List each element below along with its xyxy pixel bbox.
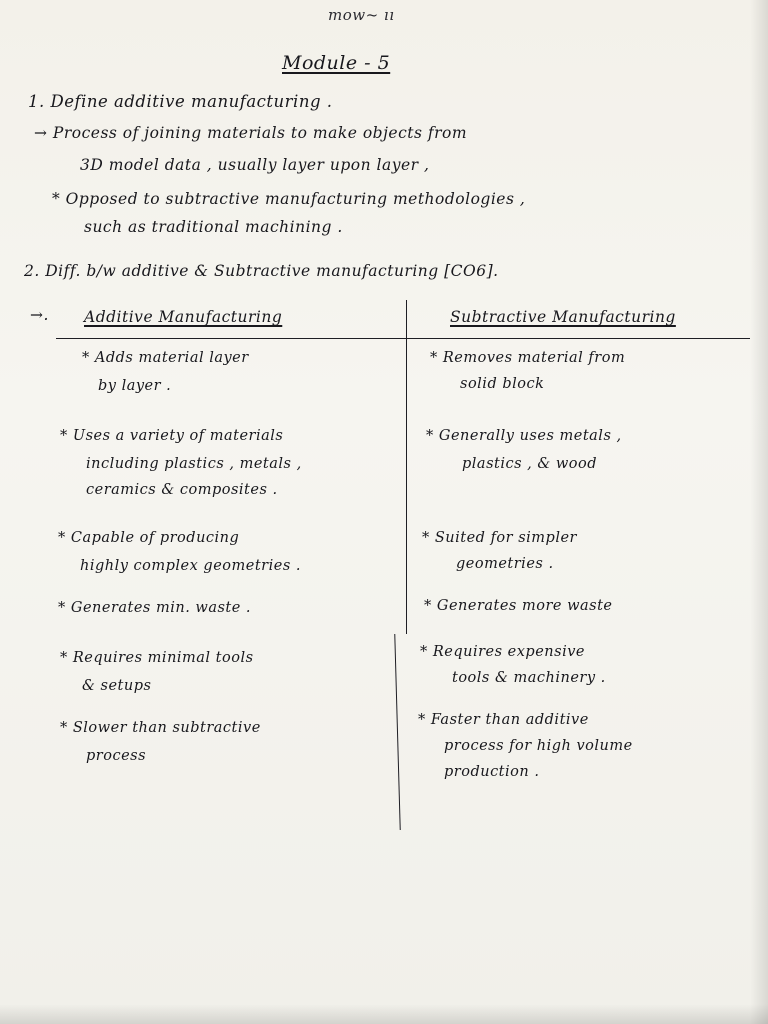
subtractive-point-3-line-2: geometries .: [456, 556, 554, 572]
additive-point-6-line-1: * Slower than subtractive: [60, 720, 261, 736]
table-divider-lower: [394, 634, 400, 830]
page-edge-shadow: [750, 0, 768, 1024]
table-divider-upper: [406, 300, 407, 634]
subtractive-point-5-line-1: * Requires expensive: [420, 644, 585, 660]
additive-point-1-line-2: by layer .: [98, 378, 172, 394]
answer-1-line-2: 3D model data , usually layer upon layer ,: [80, 156, 430, 174]
subtractive-point-4-line-1: * Generates more waste: [424, 598, 613, 614]
additive-point-5-line-2: & setups: [82, 678, 152, 694]
additive-point-3-line-2: highly complex geometries .: [80, 558, 301, 574]
additive-point-3-line-1: * Capable of producing: [58, 530, 240, 546]
subtractive-point-5-line-2: tools & machinery .: [452, 670, 606, 686]
subtractive-point-1-line-1: * Removes material from: [430, 350, 626, 366]
additive-point-2-line-3: ceramics & composites .: [86, 482, 278, 498]
table-heading-additive: Additive Manufacturing: [84, 308, 283, 326]
subtractive-point-6-line-3: production .: [444, 764, 540, 780]
subtractive-point-2-line-1: * Generally uses metals ,: [426, 428, 622, 444]
page-title: Module - 5: [282, 52, 391, 74]
subtractive-point-2-line-2: plastics , & wood: [462, 456, 598, 472]
additive-point-6-line-2: process: [86, 748, 147, 764]
additive-point-2-line-1: * Uses a variety of materials: [60, 428, 284, 444]
subtractive-point-3-line-1: * Suited for simpler: [422, 530, 577, 546]
answer-1-line-1: → Process of joining materials to make objects from: [34, 124, 468, 142]
question-1: 1. Define additive manufacturing .: [28, 92, 333, 111]
page-bottom-shadow: [0, 1004, 768, 1024]
table-header-rule: [56, 338, 750, 339]
answer-2-arrow: →.: [30, 306, 49, 324]
answer-1-bullet-line-1: * Opposed to subtractive manufacturing methodologies ,: [52, 190, 526, 208]
subtractive-point-6-line-2: process for high volume: [444, 738, 633, 754]
additive-point-4-line-1: * Generates min. waste .: [58, 600, 252, 616]
subtractive-point-1-line-2: solid block: [460, 376, 545, 392]
subtractive-point-6-line-1: * Faster than additive: [418, 712, 589, 728]
top-scribble: mow~ ıı: [328, 6, 395, 24]
additive-point-5-line-1: * Requires minimal tools: [60, 650, 254, 666]
answer-1-bullet-line-2: such as traditional machining .: [84, 218, 343, 236]
additive-point-2-line-2: including plastics , metals ,: [86, 456, 302, 472]
table-heading-subtractive: Subtractive Manufacturing: [450, 308, 676, 326]
question-2: 2. Diff. b/w additive & Subtractive manufacturing [CO6].: [24, 262, 499, 280]
additive-point-1-line-1: * Adds material layer: [82, 350, 249, 366]
